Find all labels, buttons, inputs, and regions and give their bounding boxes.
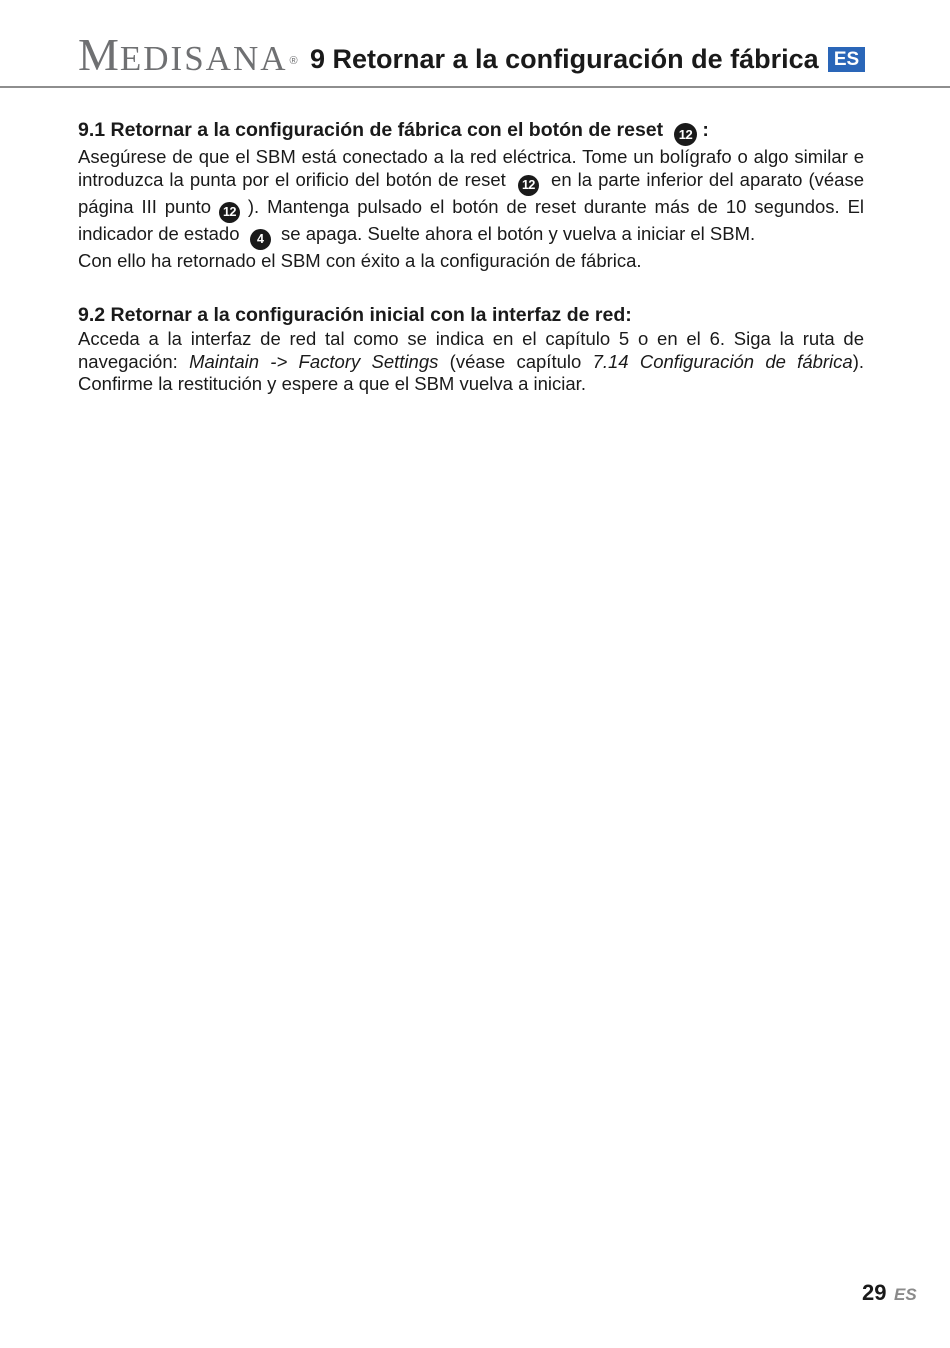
paragraph-text: en la parte inferior del aparato (véase página III punto (78, 168, 864, 217)
paragraph-text: ). Confirme la restitución y espere a que el SBM vuelva a iniciar. (78, 350, 865, 395)
header-divider (0, 86, 950, 88)
paragraph-text: se apaga. Suelte ahora el botón y vuelva a iniciar el SBM. (281, 222, 756, 244)
language-badge: ES (828, 47, 865, 72)
section-9-1-heading (78, 118, 864, 146)
marker-12-icon: 12 (219, 202, 240, 223)
logo-registered-mark: ® (289, 55, 299, 67)
heading-colon: : (702, 119, 709, 141)
paragraph-text: Acceda a la interfaz de red tal como se indica en el capítulo 5 o en el 6. Siga la ruta de navegación: (78, 328, 864, 372)
medisana-logo (78, 30, 299, 84)
section-9-1-conclusion: Con ello ha retornado el SBM con éxito a la configuración de fábrica. (78, 249, 642, 271)
section-9-1-paragraph (78, 146, 864, 250)
section-9-2-paragraph (78, 328, 864, 396)
page-number: 29 (862, 1280, 887, 1305)
navigation-path: Maintain -> Factory Settings (189, 350, 439, 372)
section-9-1-title: 9.1 Retornar a la configuración de fábrica con el botón de reset (78, 119, 664, 141)
paragraph-text: Asegúrese de que el SBM está conectado a la red eléctrica. Tome un bolígrafo o algo similar e introduzca la punta por el orificio del botón de reset (78, 146, 864, 190)
marker-12-icon: 12 (518, 175, 539, 196)
logo-initial: M (78, 29, 120, 80)
footer-language: ES (894, 1285, 917, 1304)
paragraph-text: (véase capítulo (449, 350, 582, 372)
page-header (0, 0, 950, 88)
marker-4-icon: 4 (250, 229, 271, 250)
chapter-title: 9 Retornar a la configuración de fábrica (310, 44, 819, 74)
chapter-reference: 7.14 Configuración de fábrica (592, 350, 853, 372)
logo-rest: EDISANA (119, 39, 288, 78)
section-9-2 (78, 303, 864, 396)
paragraph-text: ). Mantenga pulsado el botón de reset durante más de 10 segundos. El indicador de estado (78, 195, 865, 244)
section-9-2-heading: 9.2 Retornar a la configuración inicial con la interfaz de red: (78, 304, 632, 326)
section-9-1 (78, 118, 864, 272)
marker-12-icon: 12 (674, 123, 697, 146)
